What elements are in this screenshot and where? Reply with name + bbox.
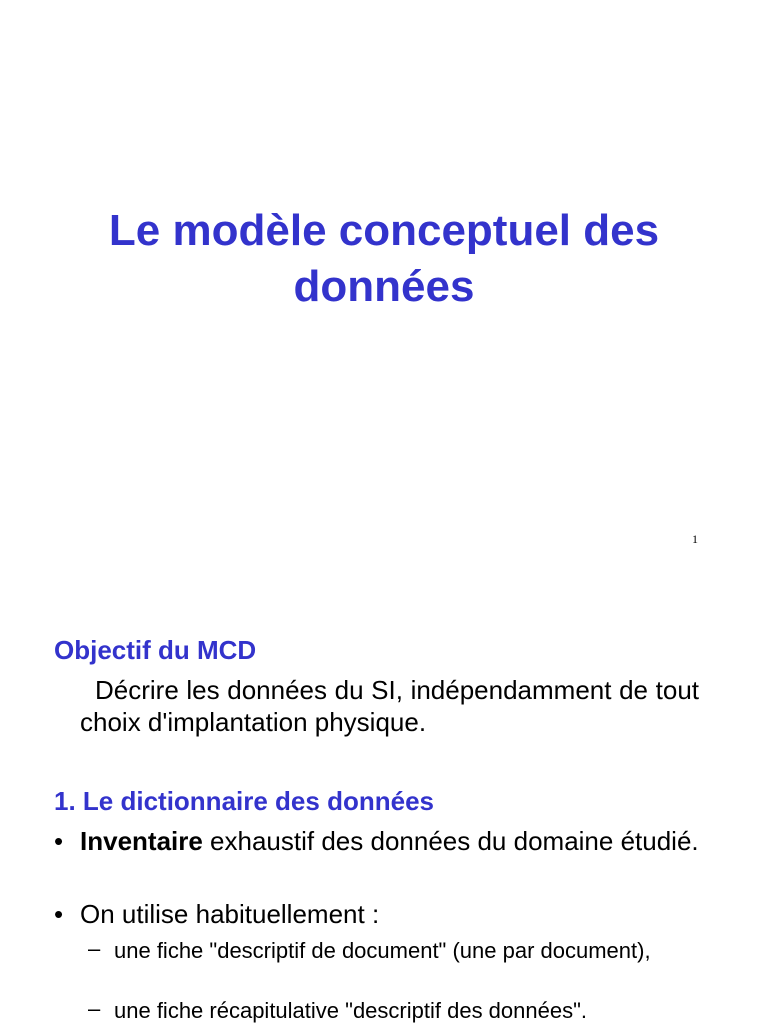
bullet-rest-text: exhaustif des données du domaine étudié. [202,826,699,856]
page-number: 1 [692,532,698,546]
objectif-heading: Objectif du MCD [54,635,257,665]
dash-icon: – [88,996,101,1021]
sub-item [88,997,699,1024]
dash-icon: – [88,936,101,961]
bullet-item [54,825,699,857]
bullet-text [80,825,699,857]
bullet-bold-text: Inventaire [80,826,203,856]
sub-item [88,937,699,964]
slide-title: Le modèle conceptuel des données [108,206,660,311]
bullet-item [54,898,699,930]
section-heading: 1. Le dictionnaire des données [54,786,434,816]
bullet-text: On utilise habituellement : [80,899,380,929]
slide-2 [0,576,768,1024]
sub-item-text: une fiche "descriptif de document" (une par document), [114,938,651,963]
objectif-paragraph: Décrire les données du SI, indépendamment de tout choix d'implantation physique. [80,675,699,737]
bullet-icon: • [54,899,64,929]
bullet-icon: • [54,826,64,856]
sub-item-text: une fiche récapitulative "descriptif des données". [114,998,588,1023]
